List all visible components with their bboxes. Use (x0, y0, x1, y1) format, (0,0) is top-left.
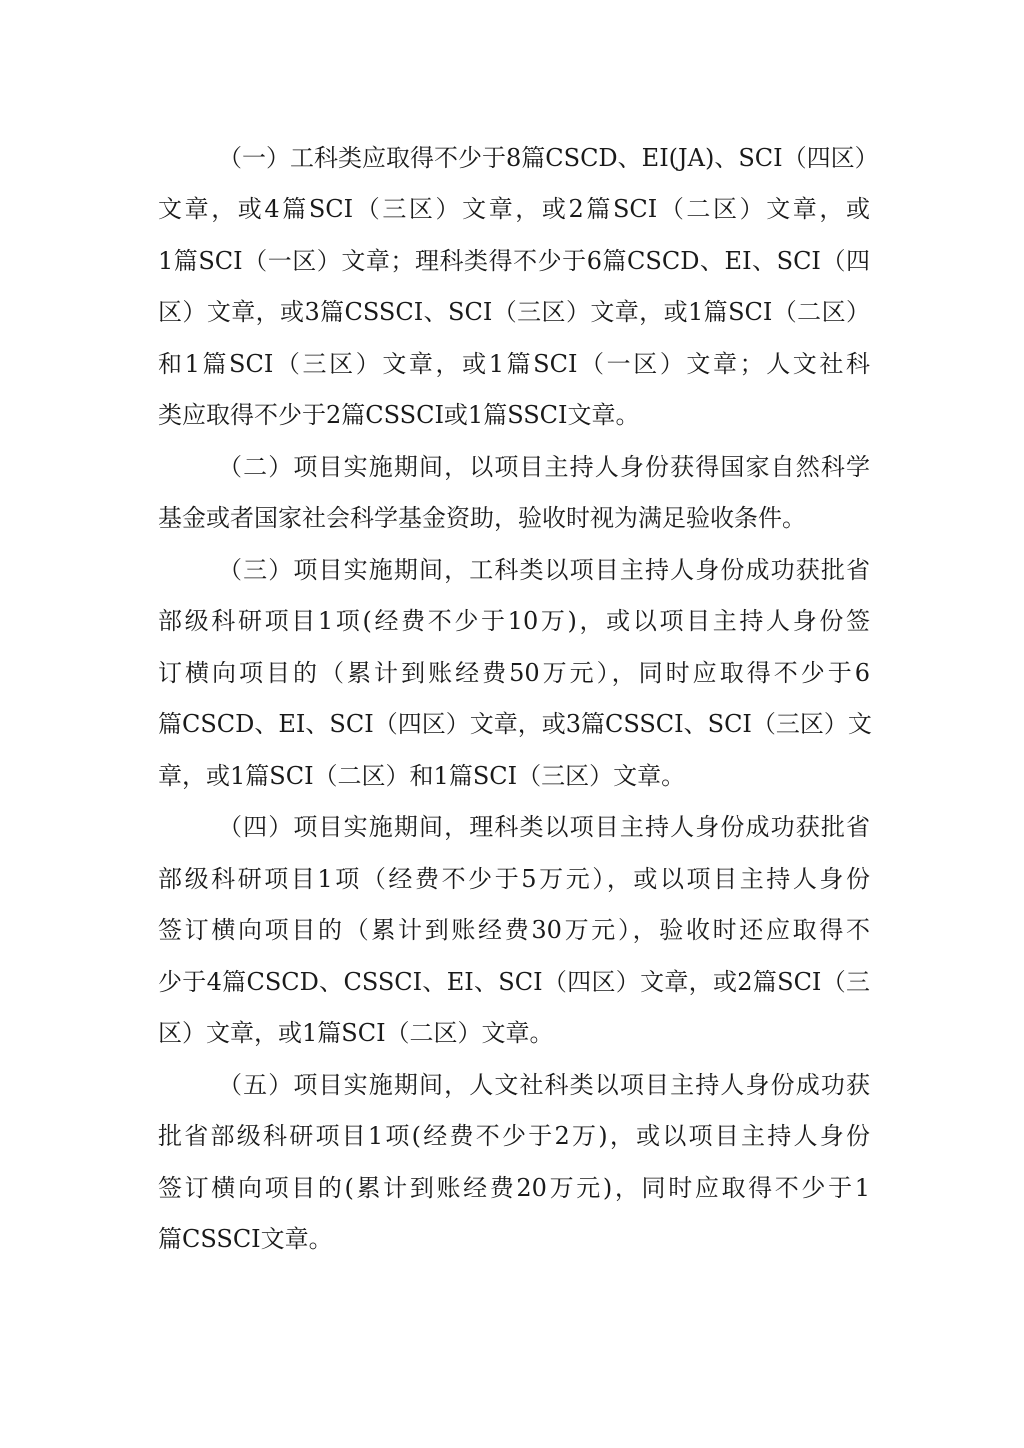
paragraph-1-line-6: 类应取得不少于2篇CSSCI或1篇SSCI文章。 (158, 401, 640, 429)
paragraph-3-line-5: 章，或1篇SCI（二区）和1篇SCI（三区）文章。 (158, 762, 686, 790)
paragraph-3-line-3: 订横向项目的（累计到账经费50万元），同时应取得不少于6 (158, 659, 870, 687)
paragraph-5-line-2: 批省部级科研项目1项(经费不少于2万)，或以项目主持人身份 (158, 1122, 870, 1150)
paragraph-4-line-1: （四）项目实施期间，理科类以项目主持人身份成功获批省 (218, 813, 870, 841)
paragraph-4-line-2: 部级科研项目1项（经费不少于5万元），或以项目主持人身份 (158, 865, 870, 893)
paragraph-3-line-4: 篇CSCD、EI、SCI（四区）文章，或3篇CSSCI、SCI（三区）文 (158, 710, 872, 738)
paragraph-5-line-4: 篇CSSCI文章。 (158, 1225, 333, 1253)
paragraph-2-line-1: （二）项目实施期间，以项目主持人身份获得国家自然科学 (218, 453, 870, 481)
paragraph-5-line-1: （五）项目实施期间，人文社科类以项目主持人身份成功获 (218, 1071, 870, 1099)
paragraph-1-line-2: 文章，或4篇SCI（三区）文章，或2篇SCI（二区）文章，或 (158, 195, 870, 223)
paragraph-5-line-3: 签订横向项目的(累计到账经费20万元)，同时应取得不少于1 (158, 1174, 870, 1202)
paragraph-4-line-5: 区）文章，或1篇SCI（二区）文章。 (158, 1019, 554, 1047)
paragraph-2-line-2: 基金或者国家社会科学基金资助，验收时视为满足验收条件。 (158, 504, 806, 532)
paragraph-1-line-3: 1篇SCI（一区）文章；理科类得不少于6篇CSCD、EI、SCI（四 (158, 247, 870, 275)
paragraph-1-line-1: （一）工科类应取得不少于8篇CSCD、EI(JA)、SCI（四区） (218, 144, 879, 172)
paragraph-4-line-3: 签订横向项目的（累计到账经费30万元），验收时还应取得不 (158, 916, 870, 944)
paragraph-3-line-1: （三）项目实施期间，工科类以项目主持人身份成功获批省 (218, 556, 870, 584)
paragraph-4-line-4: 少于4篇CSCD、CSSCI、EI、SCI（四区）文章，或2篇SCI（三 (158, 968, 870, 996)
paragraph-3-line-2: 部级科研项目1项(经费不少于10万)，或以项目主持人身份签 (158, 607, 870, 635)
paragraph-1-line-5: 和1篇SCI（三区）文章，或1篇SCI（一区）文章；人文社科 (158, 350, 870, 378)
paragraph-1-line-4: 区）文章，或3篇CSSCI、SCI（三区）文章，或1篇SCI（二区） (158, 298, 870, 326)
